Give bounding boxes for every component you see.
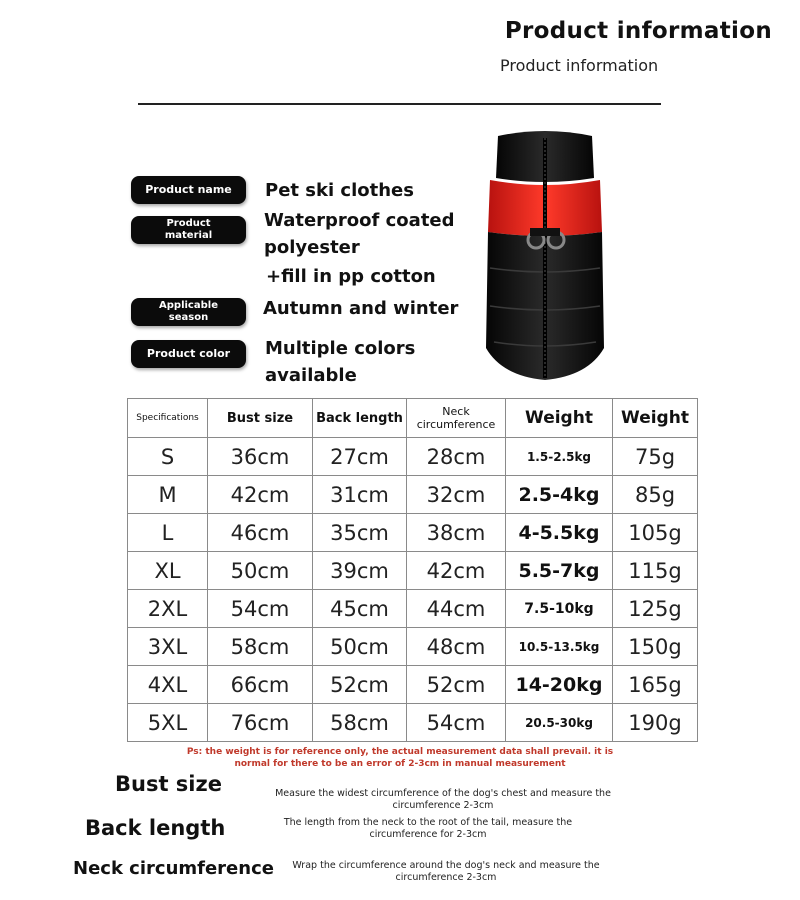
col-header-specifications: Specifications	[128, 399, 208, 438]
term-neck-circumference: Neck circumference	[73, 858, 274, 879]
cell-weight-g: 165g	[613, 666, 698, 704]
label-product-material	[131, 216, 246, 244]
page-title: Product information	[504, 18, 772, 44]
col-header-weight-kg: Weight	[506, 399, 613, 438]
desc-back-line1: The length from the neck to the root of the tail, measure the	[283, 817, 573, 828]
note-line1: Ps: the weight is for reference only, the actual measurement data shall prevail. it is	[186, 747, 614, 757]
cell-bust-size: 66cm	[208, 666, 313, 704]
cell-size: M	[128, 476, 208, 514]
cell-back-length: 50cm	[313, 628, 407, 666]
cell-back-length: 58cm	[313, 704, 407, 742]
cell-size: S	[128, 438, 208, 476]
col-header-neck-circumference: Neck circumference	[407, 399, 506, 438]
cell-bust-size: 76cm	[208, 704, 313, 742]
label-product-color: Product color	[131, 340, 246, 368]
cell-weight-g: 125g	[613, 590, 698, 628]
cell-bust-size: 50cm	[208, 552, 313, 590]
col-header-weight-g: Weight	[613, 399, 698, 438]
header-divider	[138, 103, 661, 105]
cell-weight-g: 105g	[613, 514, 698, 552]
table-row	[128, 552, 698, 590]
cell-weight-kg: 20.5-30kg	[506, 704, 613, 742]
cell-size: XL	[128, 552, 208, 590]
measurement-note	[130, 746, 670, 770]
cell-weight-kg: 5.5-7kg	[506, 552, 613, 590]
label-applicable-season	[131, 298, 246, 326]
value-color-line1: Multiple colors	[265, 338, 416, 359]
cell-bust-size: 54cm	[208, 590, 313, 628]
cell-weight-kg: 10.5-13.5kg	[506, 628, 613, 666]
cell-weight-g: 85g	[613, 476, 698, 514]
table-row	[128, 438, 698, 476]
value-material-line2: polyester	[264, 237, 360, 258]
cell-neck-circumference: 28cm	[407, 438, 506, 476]
cell-bust-size: 58cm	[208, 628, 313, 666]
cell-neck-circumference: 32cm	[407, 476, 506, 514]
term-back-length: Back length	[85, 816, 226, 840]
col-header-back-length: Back length	[313, 399, 407, 438]
desc-neck-line2: circumference 2-3cm	[395, 872, 497, 883]
desc-back-line2: circumference for 2-3cm	[369, 829, 487, 840]
table-row	[128, 704, 698, 742]
page-subtitle: Product information	[500, 56, 659, 75]
label-applicable-season-line1: Applicable	[159, 300, 218, 311]
note-line2: normal for there to be an error of 2-3cm in manual measurement	[234, 759, 566, 769]
cell-size: 4XL	[128, 666, 208, 704]
cell-back-length: 52cm	[313, 666, 407, 704]
cell-size: 3XL	[128, 628, 208, 666]
label-product-name: Product name	[131, 176, 246, 204]
desc-neck-line1: Wrap the circumference around the dog's neck and measure the	[292, 860, 600, 871]
value-material-line3: +fill in pp cotton	[266, 266, 436, 287]
value-color-line2: available	[265, 365, 357, 386]
cell-weight-g: 190g	[613, 704, 698, 742]
cell-neck-circumference: 38cm	[407, 514, 506, 552]
cell-neck-circumference: 54cm	[407, 704, 506, 742]
cell-back-length: 35cm	[313, 514, 407, 552]
cell-size: 5XL	[128, 704, 208, 742]
cell-weight-kg: 4-5.5kg	[506, 514, 613, 552]
cell-bust-size: 46cm	[208, 514, 313, 552]
cell-size: 2XL	[128, 590, 208, 628]
cell-weight-g: 115g	[613, 552, 698, 590]
cell-neck-circumference: 42cm	[407, 552, 506, 590]
cell-bust-size: 36cm	[208, 438, 313, 476]
value-product-material	[264, 207, 455, 290]
value-product-color	[265, 335, 415, 389]
cell-weight-kg: 14-20kg	[506, 666, 613, 704]
cell-bust-size: 42cm	[208, 476, 313, 514]
cell-back-length: 31cm	[313, 476, 407, 514]
value-material-line1: Waterproof coated	[264, 210, 455, 231]
col-header-bust-size: Bust size	[208, 399, 313, 438]
cell-weight-kg: 1.5-2.5kg	[506, 438, 613, 476]
label-product-material-line2: material	[164, 230, 213, 241]
cell-neck-circumference: 48cm	[407, 628, 506, 666]
desc-bust-size	[262, 788, 624, 812]
desc-neck-circumference	[270, 860, 622, 884]
label-product-material-line1: Product	[166, 218, 211, 229]
cell-neck-circumference: 44cm	[407, 590, 506, 628]
cell-back-length: 39cm	[313, 552, 407, 590]
cell-weight-g: 150g	[613, 628, 698, 666]
table-row	[128, 590, 698, 628]
label-applicable-season-line2: season	[168, 312, 209, 323]
value-applicable-season	[263, 295, 458, 322]
cell-size: L	[128, 514, 208, 552]
desc-bust-line1: Measure the widest circumference of the dog's chest and measure the	[275, 788, 611, 799]
cell-weight-kg: 7.5-10kg	[506, 590, 613, 628]
term-bust-size: Bust size	[115, 772, 222, 796]
cell-weight-kg: 2.5-4kg	[506, 476, 613, 514]
table-row	[128, 514, 698, 552]
cell-back-length: 27cm	[313, 438, 407, 476]
size-table	[127, 398, 698, 742]
table-row	[128, 628, 698, 666]
cell-back-length: 45cm	[313, 590, 407, 628]
cell-neck-circumference: 52cm	[407, 666, 506, 704]
value-product-name-line: Pet ski clothes	[265, 180, 414, 201]
table-row	[128, 476, 698, 514]
table-row	[128, 666, 698, 704]
dog-vest-icon	[478, 128, 612, 386]
value-product-name	[265, 177, 414, 204]
cell-weight-g: 75g	[613, 438, 698, 476]
desc-back-length	[262, 817, 594, 841]
value-season-line: Autumn and winter	[263, 298, 459, 319]
table-header-row	[128, 399, 698, 438]
desc-bust-line2: circumference 2-3cm	[392, 800, 494, 811]
